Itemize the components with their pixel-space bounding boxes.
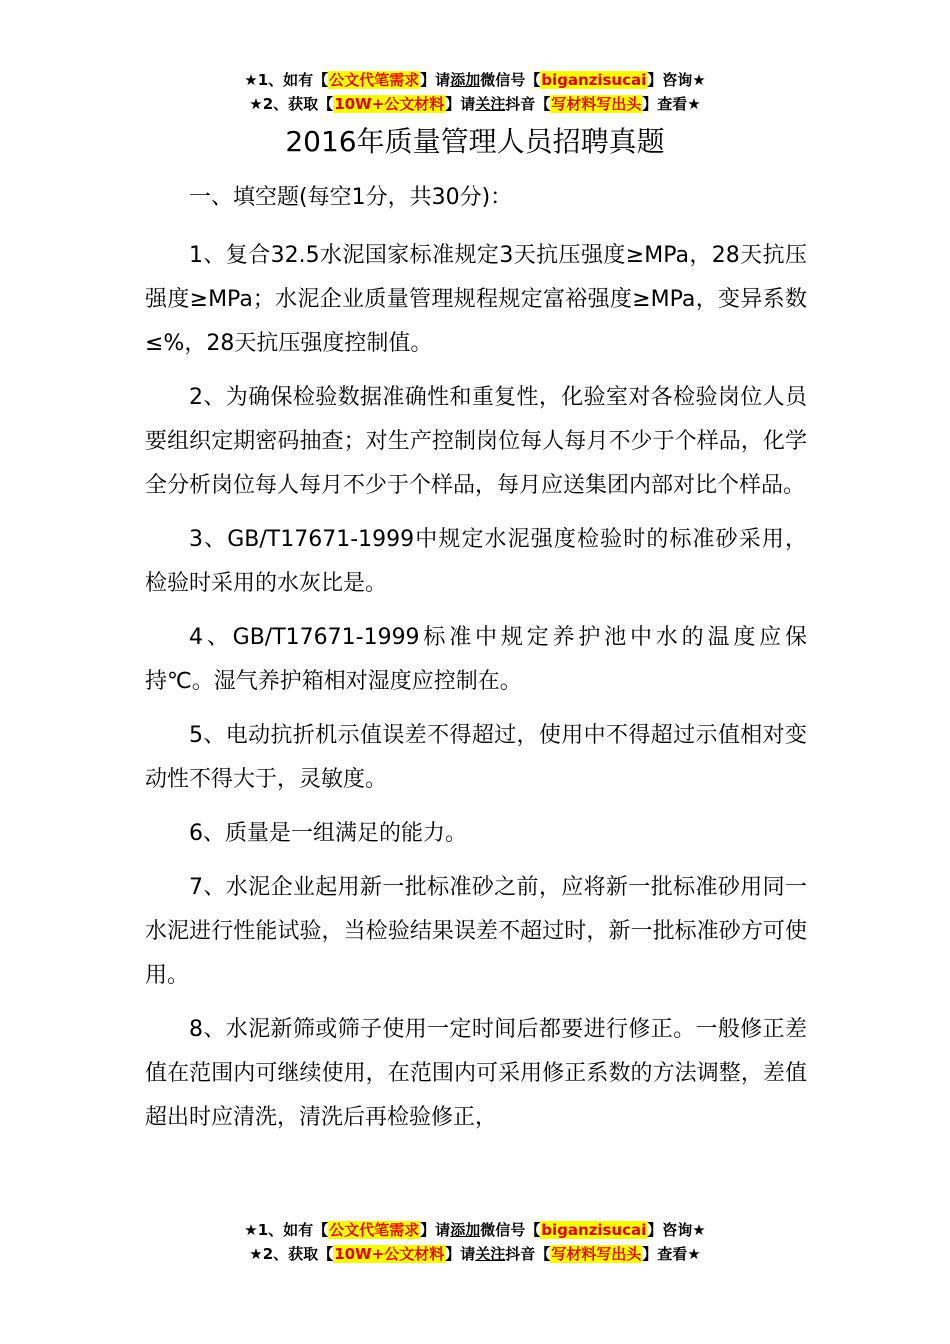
banner-text: 微信号【 [480,71,541,89]
banner-text: 】查看★ [642,1245,701,1263]
section-heading: 一、填空题(每空1分，共30分)： [189,185,513,210]
underlined-text: 关注 [475,1245,506,1263]
highlight-text: 10W+公文材料 [334,95,445,113]
header-banner [0,68,950,116]
question-item: 4、GB/T17671-1999标准中规定养护池中水的温度应保持℃。湿气养护箱相对湿度应控制在。 [145,625,807,694]
wechat-id: biganzisucai [541,71,647,89]
banner-text: 抖音【 [505,95,551,113]
banner-text: 微信号【 [480,1221,541,1239]
banner-line-1 [0,68,950,92]
banner-text: 】请 [445,95,476,113]
banner-text: 】咨询★ [647,71,706,89]
banner-text: 】请 [445,1245,476,1263]
banner-text: 】查看★ [642,95,701,113]
banner-text: ★2、获取【 [249,95,334,113]
banner-line-2 [0,1242,950,1266]
underlined-text: 添加 [450,71,481,89]
banner-text: 抖音【 [505,1245,551,1263]
highlight-text: 公文代笔需求 [329,71,420,89]
underlined-text: 添加 [450,1221,481,1239]
banner-line-2 [0,92,950,116]
question-item: 7、水泥企业起用新一批标准砂之前，应将新一批标准砂用同一水泥进行性能试验，当检验结果误差不超过时，新一批标准砂方可使用。 [145,875,807,988]
question-item: 2、为确保检验数据准确性和重复性，化验室对各检验岗位人员要组织定期密码抽查；对生产控制岗位每人每月不少于个样品，化学全分析岗位每人每月不少于个样品，每月应送集团内部对比个样品。 [145,385,807,498]
question-item: 8、水泥新筛或筛子使用一定时间后都要进行修正。一般修正差值在范围内可继续使用，在范围内可采用修正系数的方法调整，差值超出时应清洗，清洗后再检验修正， [145,1017,807,1130]
banner-line-1 [0,1218,950,1242]
highlight-text: 公文代笔需求 [329,1221,420,1239]
douyin-account: 写材料写出头 [551,95,642,113]
banner-text: 】咨询★ [647,1221,706,1239]
banner-text: ★2、获取【 [249,1245,334,1263]
underlined-text: 关注 [475,95,506,113]
banner-text: ★1、如有【 [244,1221,329,1239]
question-item: 3、GB/T17671-1999中规定水泥强度检验时的标准砂采用，检验时采用的水灰比是。 [145,527,807,596]
douyin-account: 写材料写出头 [551,1245,642,1263]
highlight-text: 10W+公文材料 [334,1245,445,1263]
banner-text: 】请 [420,1221,451,1239]
banner-text: ★1、如有【 [244,71,329,89]
question-item: 5、电动抗折机示值误差不得超过，使用中不得超过示值相对变动性不得大于，灵敏度。 [145,723,807,792]
document-body [145,176,807,1150]
footer-banner [0,1218,950,1266]
banner-text: 】请 [420,71,451,89]
question-item: 1、复合32.5水泥国家标准规定3天抗压强度≥MPa，28天抗压强度≥MPa；水泥企业质量管理规程规定富裕强度≥MPa，变异系数≤%，28天抗压强度控制值。 [145,243,807,356]
wechat-id: biganzisucai [541,1221,647,1239]
document-title: 2016年质量管理人员招聘真题 [285,125,665,158]
question-item: 6、质量是一组满足的能力。 [189,821,467,846]
